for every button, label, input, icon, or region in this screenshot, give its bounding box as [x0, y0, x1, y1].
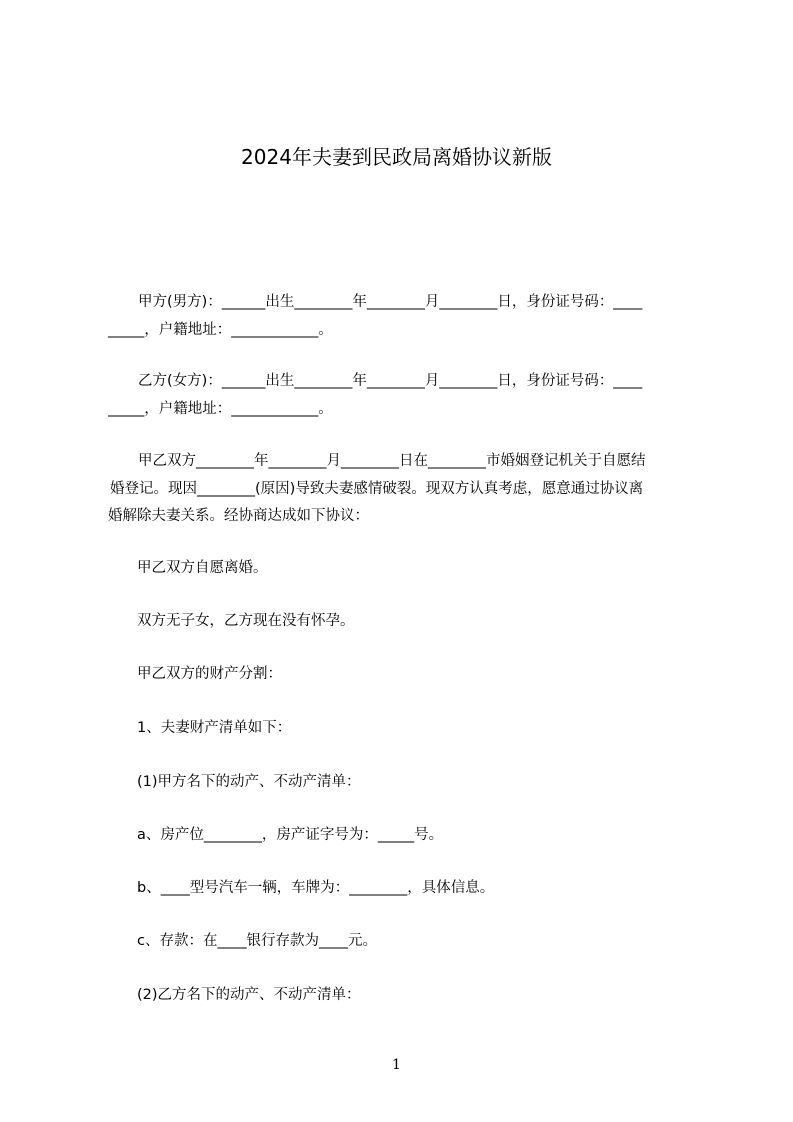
page-number: 1: [392, 1057, 401, 1073]
party-b-line-1: [108, 367, 708, 395]
clause-voluntary-divorce: 甲乙双方自愿离婚。: [137, 560, 268, 576]
document-title: 2024年夫妻到民政局离婚协议新版: [241, 145, 552, 169]
party-b-text-1: 乙方(女方)：______出生________年________月________日，身份证号码：____: [138, 373, 643, 389]
intro-line-3: 婚解除夫妻关系。经协商达成如下协议：: [108, 508, 369, 524]
clause-property-division: 甲乙双方的财产分割：: [137, 666, 282, 682]
party-a-text-1: 甲方(男方)：______出生________年________月________日，身份证号码：____: [138, 294, 643, 310]
intro-line-1: [108, 447, 708, 475]
clause-no-children: 双方无子女，乙方现在没有怀孕。: [137, 613, 355, 629]
intro-text-1: 甲乙双方________年________月________日在________市婚姻登记机关于自愿结: [138, 453, 646, 469]
clause-item-c-deposit: c、存款：在____银行存款为____元。: [137, 933, 377, 949]
clause-party-a-assets: (1)甲方名下的动产、不动产清单：: [137, 774, 361, 790]
party-a-line-2: _____，户籍地址：____________。: [108, 322, 333, 338]
clause-item-b-car: b、____型号汽车一辆，车牌为：________，具体信息。: [137, 880, 495, 896]
party-b-line-2: _____，户籍地址：____________。: [108, 401, 333, 417]
clause-party-b-assets: (2)乙方名下的动产、不动产清单：: [137, 987, 361, 1003]
clause-property-list: 1、夫妻财产清单如下：: [137, 720, 292, 736]
clause-item-a-house: a、房产位________，房产证字号为：_____号。: [137, 827, 444, 843]
party-a-line-1: [108, 288, 708, 316]
intro-line-2: 婚登记。现因________(原因)导致夫妻感情破裂。现双方认真考虑，愿意通过协议离: [110, 481, 644, 497]
